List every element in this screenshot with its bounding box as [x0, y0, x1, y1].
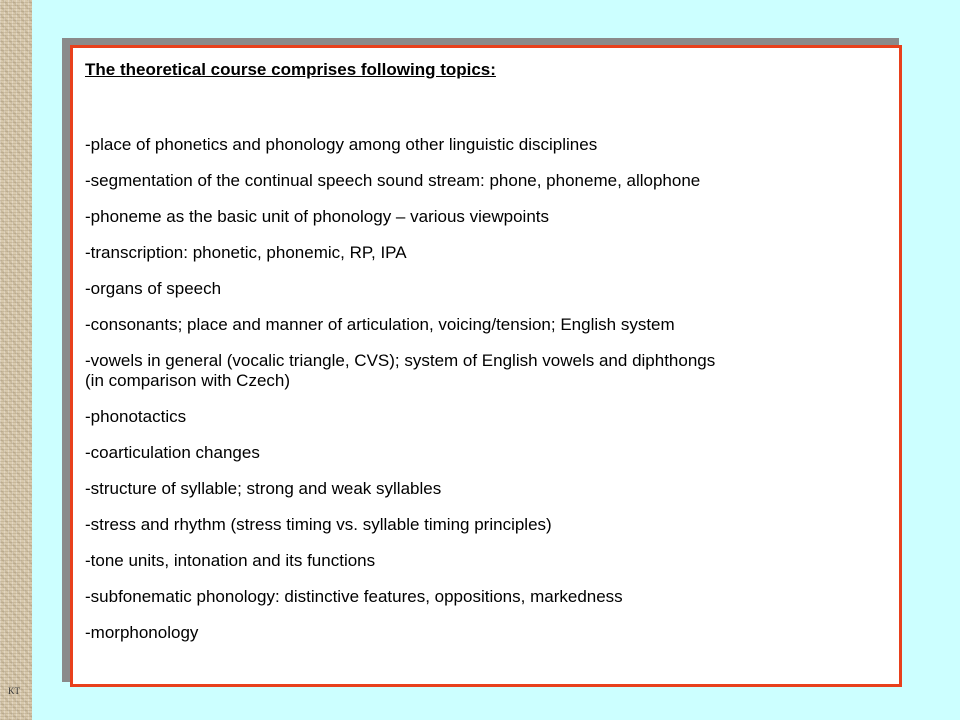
- topic-item: [85, 443, 885, 463]
- topic-text: -tone units, intonation and its functions: [85, 551, 376, 570]
- topic-text: -morphonology: [85, 623, 199, 642]
- topic-text: -stress and rhythm (stress timing vs. syllable timing principles): [85, 515, 552, 534]
- topic-item: [85, 351, 885, 391]
- topic-item: [85, 135, 885, 155]
- topic-item: [85, 623, 885, 643]
- topic-text: -place of phonetics and phonology among other linguistic disciplines: [85, 135, 598, 154]
- topic-list: [85, 135, 885, 659]
- topic-item: [85, 207, 885, 227]
- topic-text: -vowels in general (vocalic triangle, CVS); system of English vowels and diphthongs: [85, 351, 716, 370]
- decorative-texture-strip: [0, 0, 32, 720]
- topic-text: -transcription: phonetic, phonemic, RP, IPA: [85, 243, 407, 262]
- topic-text: -subfonematic phonology: distinctive features, oppositions, markedness: [85, 587, 623, 606]
- topic-text: -segmentation of the continual speech sound stream: phone, phoneme, allophone: [85, 171, 701, 190]
- topic-item: [85, 587, 885, 607]
- topic-text: -coarticulation changes: [85, 443, 260, 462]
- card-title: The theoretical course comprises following topics:: [85, 60, 496, 79]
- topic-item: [85, 551, 885, 571]
- topic-item: [85, 315, 885, 335]
- author-initials: KT: [8, 686, 20, 696]
- topic-item: [85, 279, 885, 299]
- topic-text: -structure of syllable; strong and weak syllables: [85, 479, 442, 498]
- topic-text: -phonotactics: [85, 407, 187, 426]
- topics-card: [70, 45, 902, 687]
- topic-item: [85, 515, 885, 535]
- topic-item: [85, 171, 885, 191]
- topic-text: -consonants; place and manner of articulation, voicing/tension; English system: [85, 315, 675, 334]
- topic-item: [85, 479, 885, 499]
- topic-text: -organs of speech: [85, 279, 222, 298]
- topic-text: -phoneme as the basic unit of phonology – various viewpoints: [85, 207, 550, 226]
- topic-item: [85, 407, 885, 427]
- topic-item: [85, 243, 885, 263]
- topic-continuation: (in comparison with Czech): [85, 371, 291, 390]
